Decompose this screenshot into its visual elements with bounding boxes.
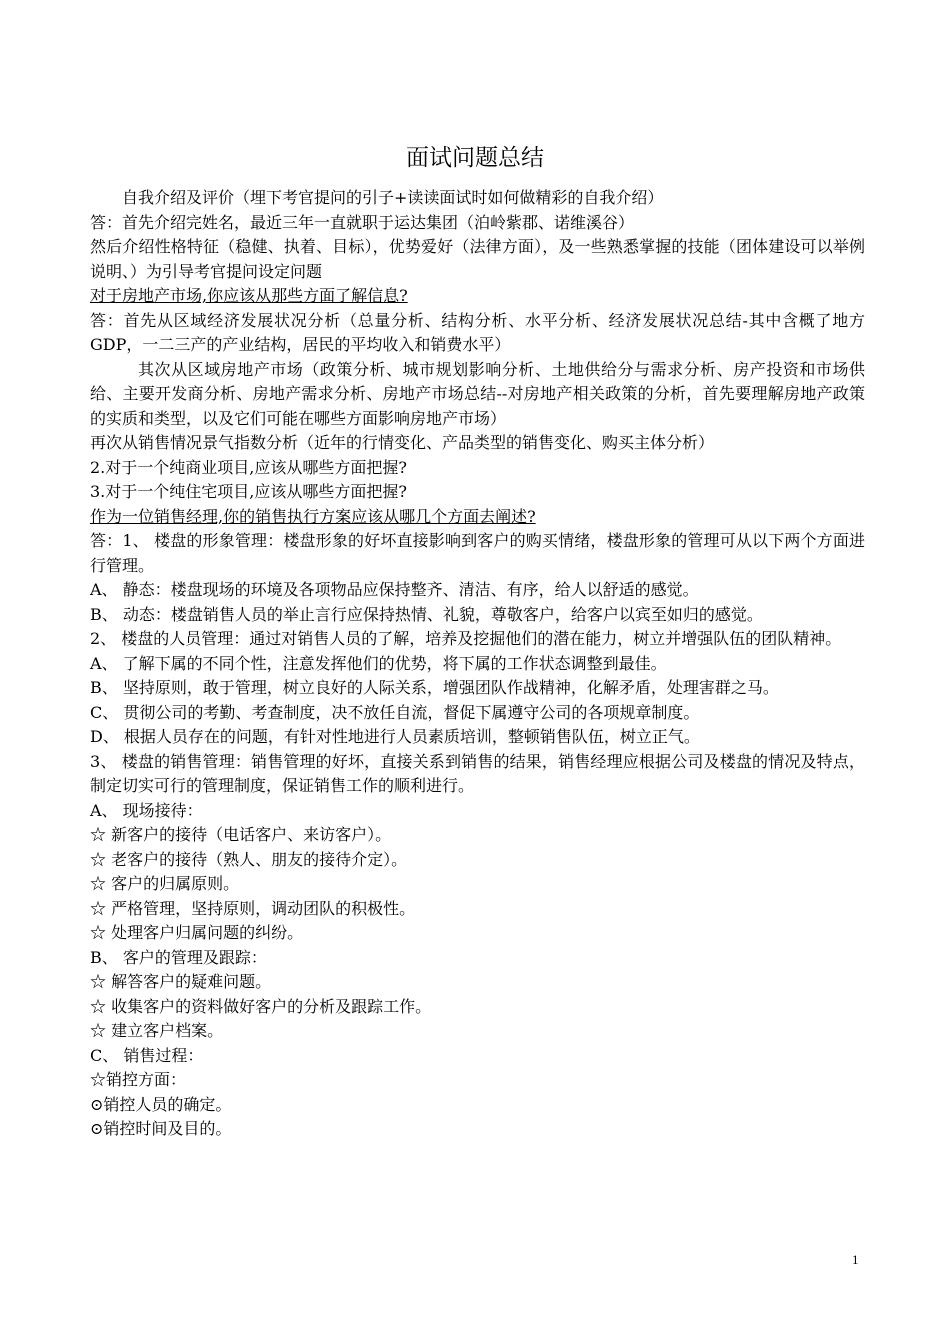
paragraph: 答：首先介绍完姓名，最近三年一直就职于运达集团（泊岭紫郡、诺维溪谷） xyxy=(90,212,635,232)
question-item: 3.对于一个纯住宅项目,应该从哪些方面把握? xyxy=(90,482,407,501)
list-item: D、 根据人员存在的问题，有针对性地进行人员素质培训，整顿销售队伍，树立正气。 xyxy=(90,727,700,746)
bullet-item: ☆ 处理客户归属问题的纠纷。 xyxy=(90,923,304,942)
bullet-item: ☆ 老客户的接待（熟人、朋友的接待介定）。 xyxy=(90,849,408,869)
paragraph: 3、 楼盘的销售管理：销售管理的好坏，直接关系到销售的结果，销售经理应根据公司及楼盘的情况及特点，制定切实可行的管理制度，保证销售工作的顺利进行。 xyxy=(90,751,865,795)
document-body xyxy=(90,186,865,1142)
page-number: 1 xyxy=(852,1252,859,1267)
bullet-item: ☆ 严格管理，坚持原则，调动团队的积极性。 xyxy=(90,898,416,918)
bullet-item: ⊙销控时间及目的。 xyxy=(90,1119,232,1138)
bullet-item: ☆ 客户的归属原则。 xyxy=(90,874,240,893)
paragraph: 2、 楼盘的人员管理：通过对销售人员的了解，培养及挖掘他们的潜在能力，树立并增强队伍的团队精神。 xyxy=(90,629,842,648)
list-item: A、 现场接待： xyxy=(90,800,203,820)
list-item: B、 动态：楼盘销售人员的举止言行应保持热情、礼貌，尊敬客户，给客户以宾至如归的感觉。 xyxy=(90,604,763,624)
paragraph: 答：首先从区域经济发展状况分析（总量分析、结构分析、水平分析、经济发展状况总结-其中含概了地方GDP，一二三产的产业结构，居民的平均收入和销费水平） xyxy=(90,310,865,354)
paragraph: 再次从销售情况景气指数分析（近年的行情变化、产品类型的销售变化、购买主体分析） xyxy=(90,433,715,452)
list-item: B、 坚持原则，敢于管理，树立良好的人际关系，增强团队作战精神，化解矛盾，处理害群之马。 xyxy=(90,678,779,697)
paragraph: 自我介绍及评价（埋下考官提问的引子+读读面试时如何做精彩的自我介绍） xyxy=(122,188,664,207)
bullet-item: ☆ 新客户的接待（电话客户、来访客户）。 xyxy=(90,825,392,844)
question-heading: 作为一位销售经理,你的销售执行方案应该从哪几个方面去阐述? xyxy=(90,506,536,526)
bullet-item: ⊙销控人员的确定。 xyxy=(90,1094,232,1114)
list-item: C、 销售过程： xyxy=(90,1045,204,1065)
paragraph: 其次从区域房地产市场（政策分析、城市规划影响分析、土地供给分与需求分析、房产投资和市场供给、主要开发商分析、房地产需求分析、房地产市场总结--对房地产相关政策的分析，首先要理解房地产政策的实质和类型，以及它们可能在哪些方面影响房地产市场） xyxy=(90,359,865,428)
page-title: 面试问题总结 xyxy=(406,145,544,171)
list-item: B、 客户的管理及跟踪： xyxy=(90,947,267,967)
bullet-item: ☆ 解答客户的疑难问题。 xyxy=(90,972,272,991)
bullet-item: ☆销控方面： xyxy=(90,1070,187,1089)
list-item: A、 静态：楼盘现场的环境及各项物品应保持整齐、清洁、有序，给人以舒适的感觉。 xyxy=(90,580,699,599)
list-item: C、 贯彻公司的考勤、考查制度，决不放任自流，督促下属遵守公司的各项规章制度。 xyxy=(90,702,700,722)
question-item: 2.对于一个纯商业项目,应该从哪些方面把握? xyxy=(90,457,407,477)
paragraph: 答：1、 楼盘的形象管理：楼盘形象的好坏直接影响到客户的购买情绪，楼盘形象的管理可从以下两个方面进行管理。 xyxy=(90,531,865,575)
list-item: A、 了解下属的不同个性，注意发挥他们的优势，将下属的工作状态调整到最佳。 xyxy=(90,653,667,673)
question-heading: 对于房地产市场,你应该从那些方面了解信息? xyxy=(90,286,408,305)
bullet-item: ☆ 建立客户档案。 xyxy=(90,1021,224,1040)
bullet-item: ☆ 收集客户的资料做好客户的分析及跟踪工作。 xyxy=(90,996,432,1016)
paragraph: 然后介绍性格特征（稳健、执着、目标），优势爱好（法律方面），及一些熟悉掌握的技能（团体建设可以举例说明、）为引导考官提问设定问题 xyxy=(90,237,865,281)
